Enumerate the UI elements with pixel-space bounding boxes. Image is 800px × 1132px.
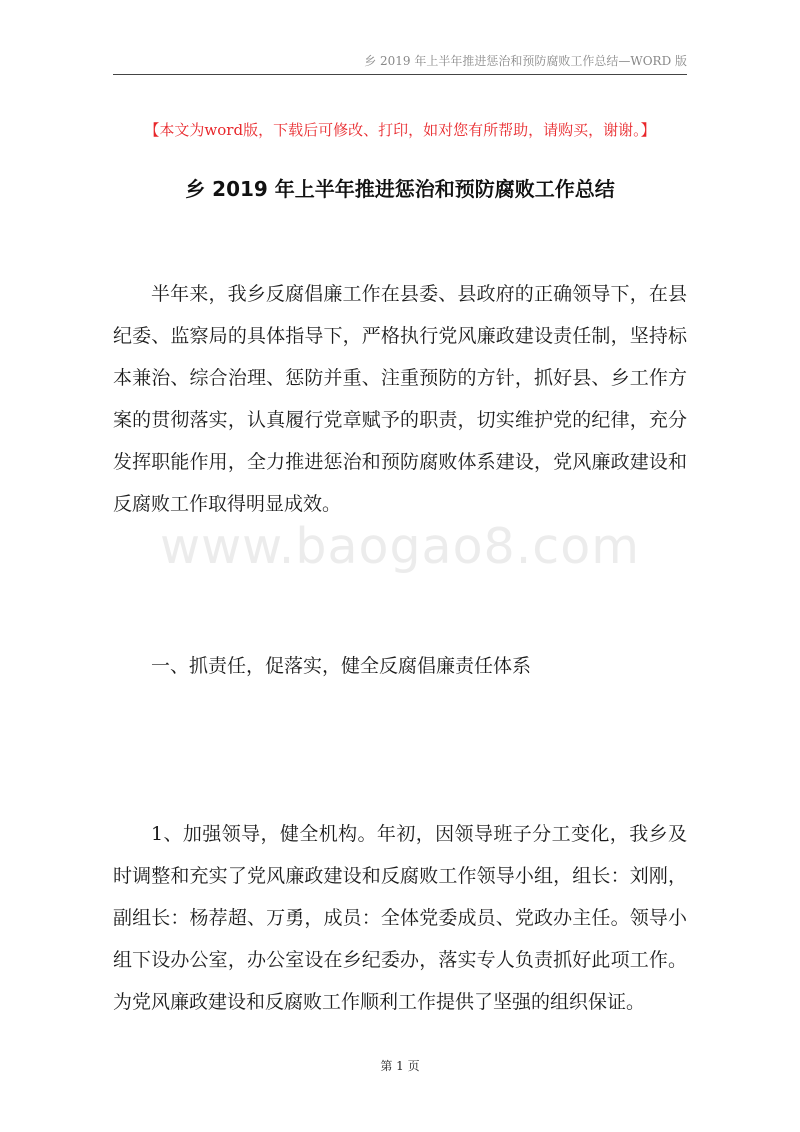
watermark: www.baogao8.com: [160, 518, 640, 575]
section-heading: 一、抓责任，促落实，健全反腐倡廉责任体系: [151, 655, 532, 677]
document-title: 乡 2019 年上半年推进惩治和预防腐败工作总结: [185, 177, 615, 201]
header-divider: [113, 74, 687, 75]
page-number: 第 1 页: [380, 1059, 420, 1073]
running-header: 乡 2019 年上半年推进惩治和预防腐败工作总结—WORD 版: [364, 54, 687, 68]
purchase-notice: 【本文为word版，下载后可修改、打印，如对您有所帮助，请购买，谢谢。】: [144, 121, 656, 139]
section-paragraph: 1、加强领导，健全机构。年初，因领导班子分工变化，我乡及时调整和充实了党风廉政建设和反腐败工作领导小组，组长：刘刚，副组长：杨荐超、万勇，成员：全体党委成员、党政办主任。领导小组下设办公室，办公室设在乡纪委办，落实专人负责抓好此项工作。为党风廉政建设和反腐败工作顺利工作提供了坚强的组织保证。: [113, 823, 687, 1013]
intro-paragraph: 半年来，我乡反腐倡廉工作在县委、县政府的正确领导下，在县纪委、监察局的具体指导下，严格执行党风廉政建设责任制，坚持标本兼治、综合治理、惩防并重、注重预防的方针，抓好县、乡工作方案的贯彻落实，认真履行党章赋予的职责，切实维护党的纪律，充分发挥职能作用，全力推进惩治和预防腐败体系建设，党风廉政建设和反腐败工作取得明显成效。: [113, 283, 687, 515]
